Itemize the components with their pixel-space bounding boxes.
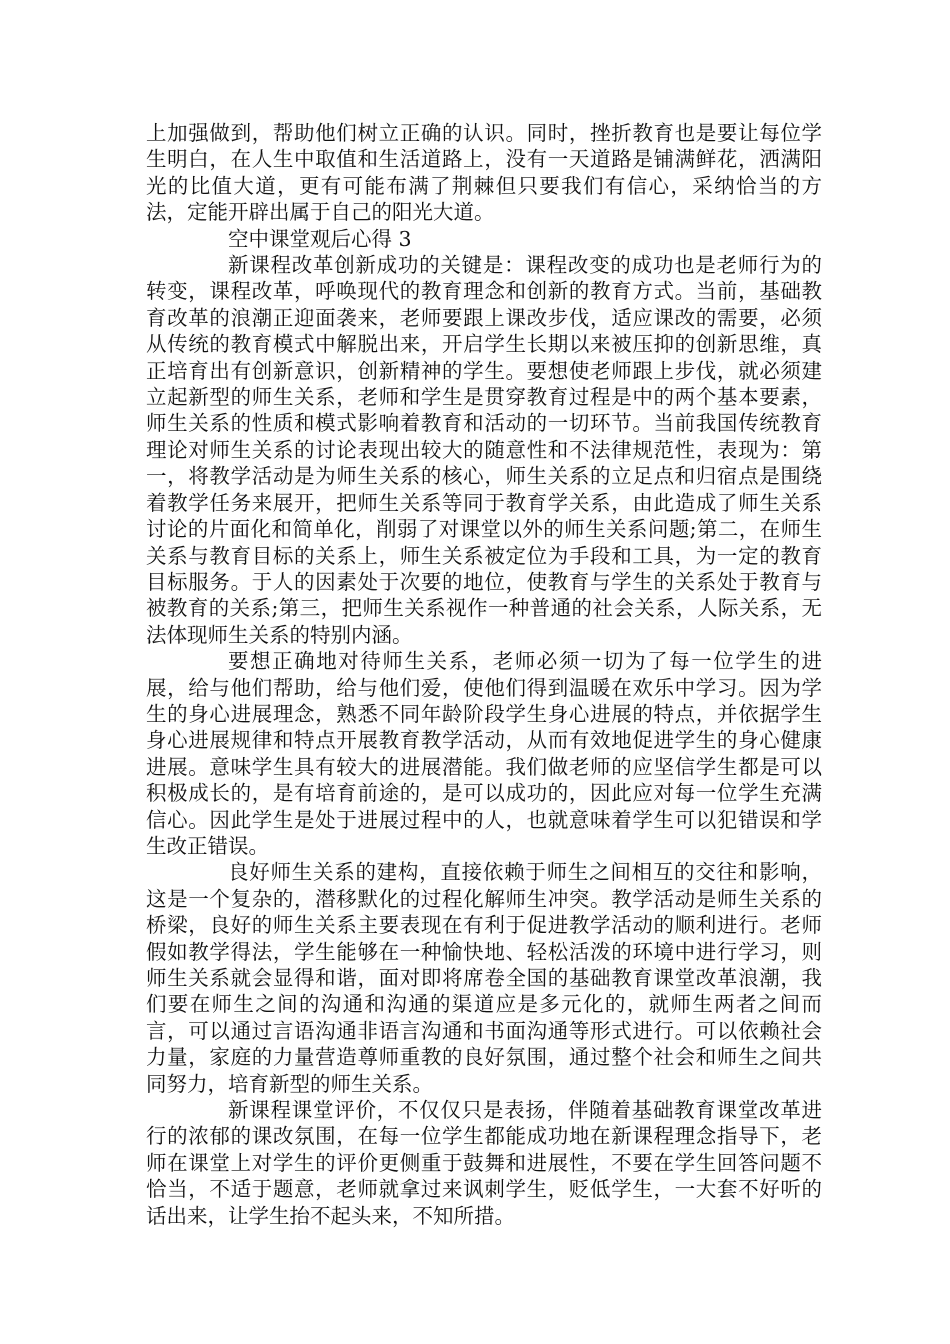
- continuation-paragraph: 上加强做到，帮助他们树立正确的认识。同时，挫折教育也是要让每位学生明白，在人生中取值和生活道路上，没有一天道路是铺满鲜花，洒满阳光的比值大道，更有可能布满了荆棘但只要我们有信心，采纳恰当的方法，定能开辟出属于自己的阳光大道。: [146, 121, 822, 225]
- body-paragraph-4: 新课程课堂评价，不仅仅只是表扬，伴随着基础教育课堂改革进行的浓郁的课改氛围，在每一位学生都能成功地在新课程理念指导下，老师在课堂上对学生的评价更侧重于鼓舞和进展性，不要在学生回答问题不恰当，不适于题意，老师就拿过来讽刺学生，贬低学生，一大套不好听的话出来，让学生抬不起头来，不知所措。: [146, 1098, 822, 1228]
- section-title: 空中课堂观后心得 3: [228, 226, 412, 251]
- body-paragraph-1: 新课程改革创新成功的关键是：课程改变的成功也是老师行为的转变，课程改革，呼唤现代的教育理念和创新的教育方式。当前，基础教育改革的浪潮正迎面袭来，老师要跟上课改步伐，适应课改的需要，必须从传统的教育模式中解脱出来，开启学生长期以来被压抑的创新思维，真正培育出有创新意识，创新精神的学生。要想使老师跟上步伐，就必须建立起新型的师生关系，老师和学生是贯穿教育过程是中的两个基本要素，师生关系的性质和模式影响着教育和活动的一切环节。当前我国传统教育理论对师生关系的讨论表现出较大的随意性和不法律规范性，表现为：第一，将教学活动是为师生关系的核心，师生关系的立足点和归宿点是围绕着教学任务来展开，把师生关系等同于教育学关系，由此造成了师生关系讨论的片面化和简单化，削弱了对课堂以外的师生关系问题;第二，在师生关系与教育目标的关系上，师生关系被定位为手段和工具，为一定的教育目标服务。于人的因素处于次要的地位，使教育与学生的关系处于教育与被教育的关系;第三，把师生关系视作一种普通的社会关系，人际关系，无法体现师生关系的特别内涵。: [146, 253, 822, 647]
- body-paragraph-3: 良好师生关系的建构，直接依赖于师生之间相互的交往和影响，这是一个复杂的，潜移默化的过程化解师生冲突。教学活动是师生关系的桥梁，良好的师生关系主要表现在有利于促进教学活动的顺利进行。老师假如教学得法，学生能够在一种愉快地、轻松活泼的环境中进行学习，则师生关系就会显得和谐，面对即将席卷全国的基础教育课堂改革浪潮，我们要在师生之间的沟通和沟通的渠道应是多元化的，就师生两者之间而言，可以通过言语沟通非语言沟通和书面沟通等形式进行。可以依赖社会力量，家庭的力量营造尊师重教的良好氛围，通过整个社会和师生之间共同努力，培育新型的师生关系。: [146, 860, 822, 1096]
- body-paragraph-2: 要想正确地对待师生关系，老师必须一切为了每一位学生的进展，给与他们帮助，给与他们爱，使他们得到温暖在欢乐中学习。因为学生的身心进展理念，熟悉不同年龄阶段学生身心进展的特点，并依据学生身心进展规律和特点开展教育教学活动，从而有效地促进学生的身心健康进展。意味学生具有较大的进展潜能。我们做老师的应坚信学生都是可以积极成长的，是有培育前途的，是可以成功的，因此应对每一位学生充满信心。因此学生是处于进展过程中的人，也就意味着学生可以犯错误和学生改正错误。: [146, 649, 822, 858]
- document-page: [146, 120, 822, 1229]
